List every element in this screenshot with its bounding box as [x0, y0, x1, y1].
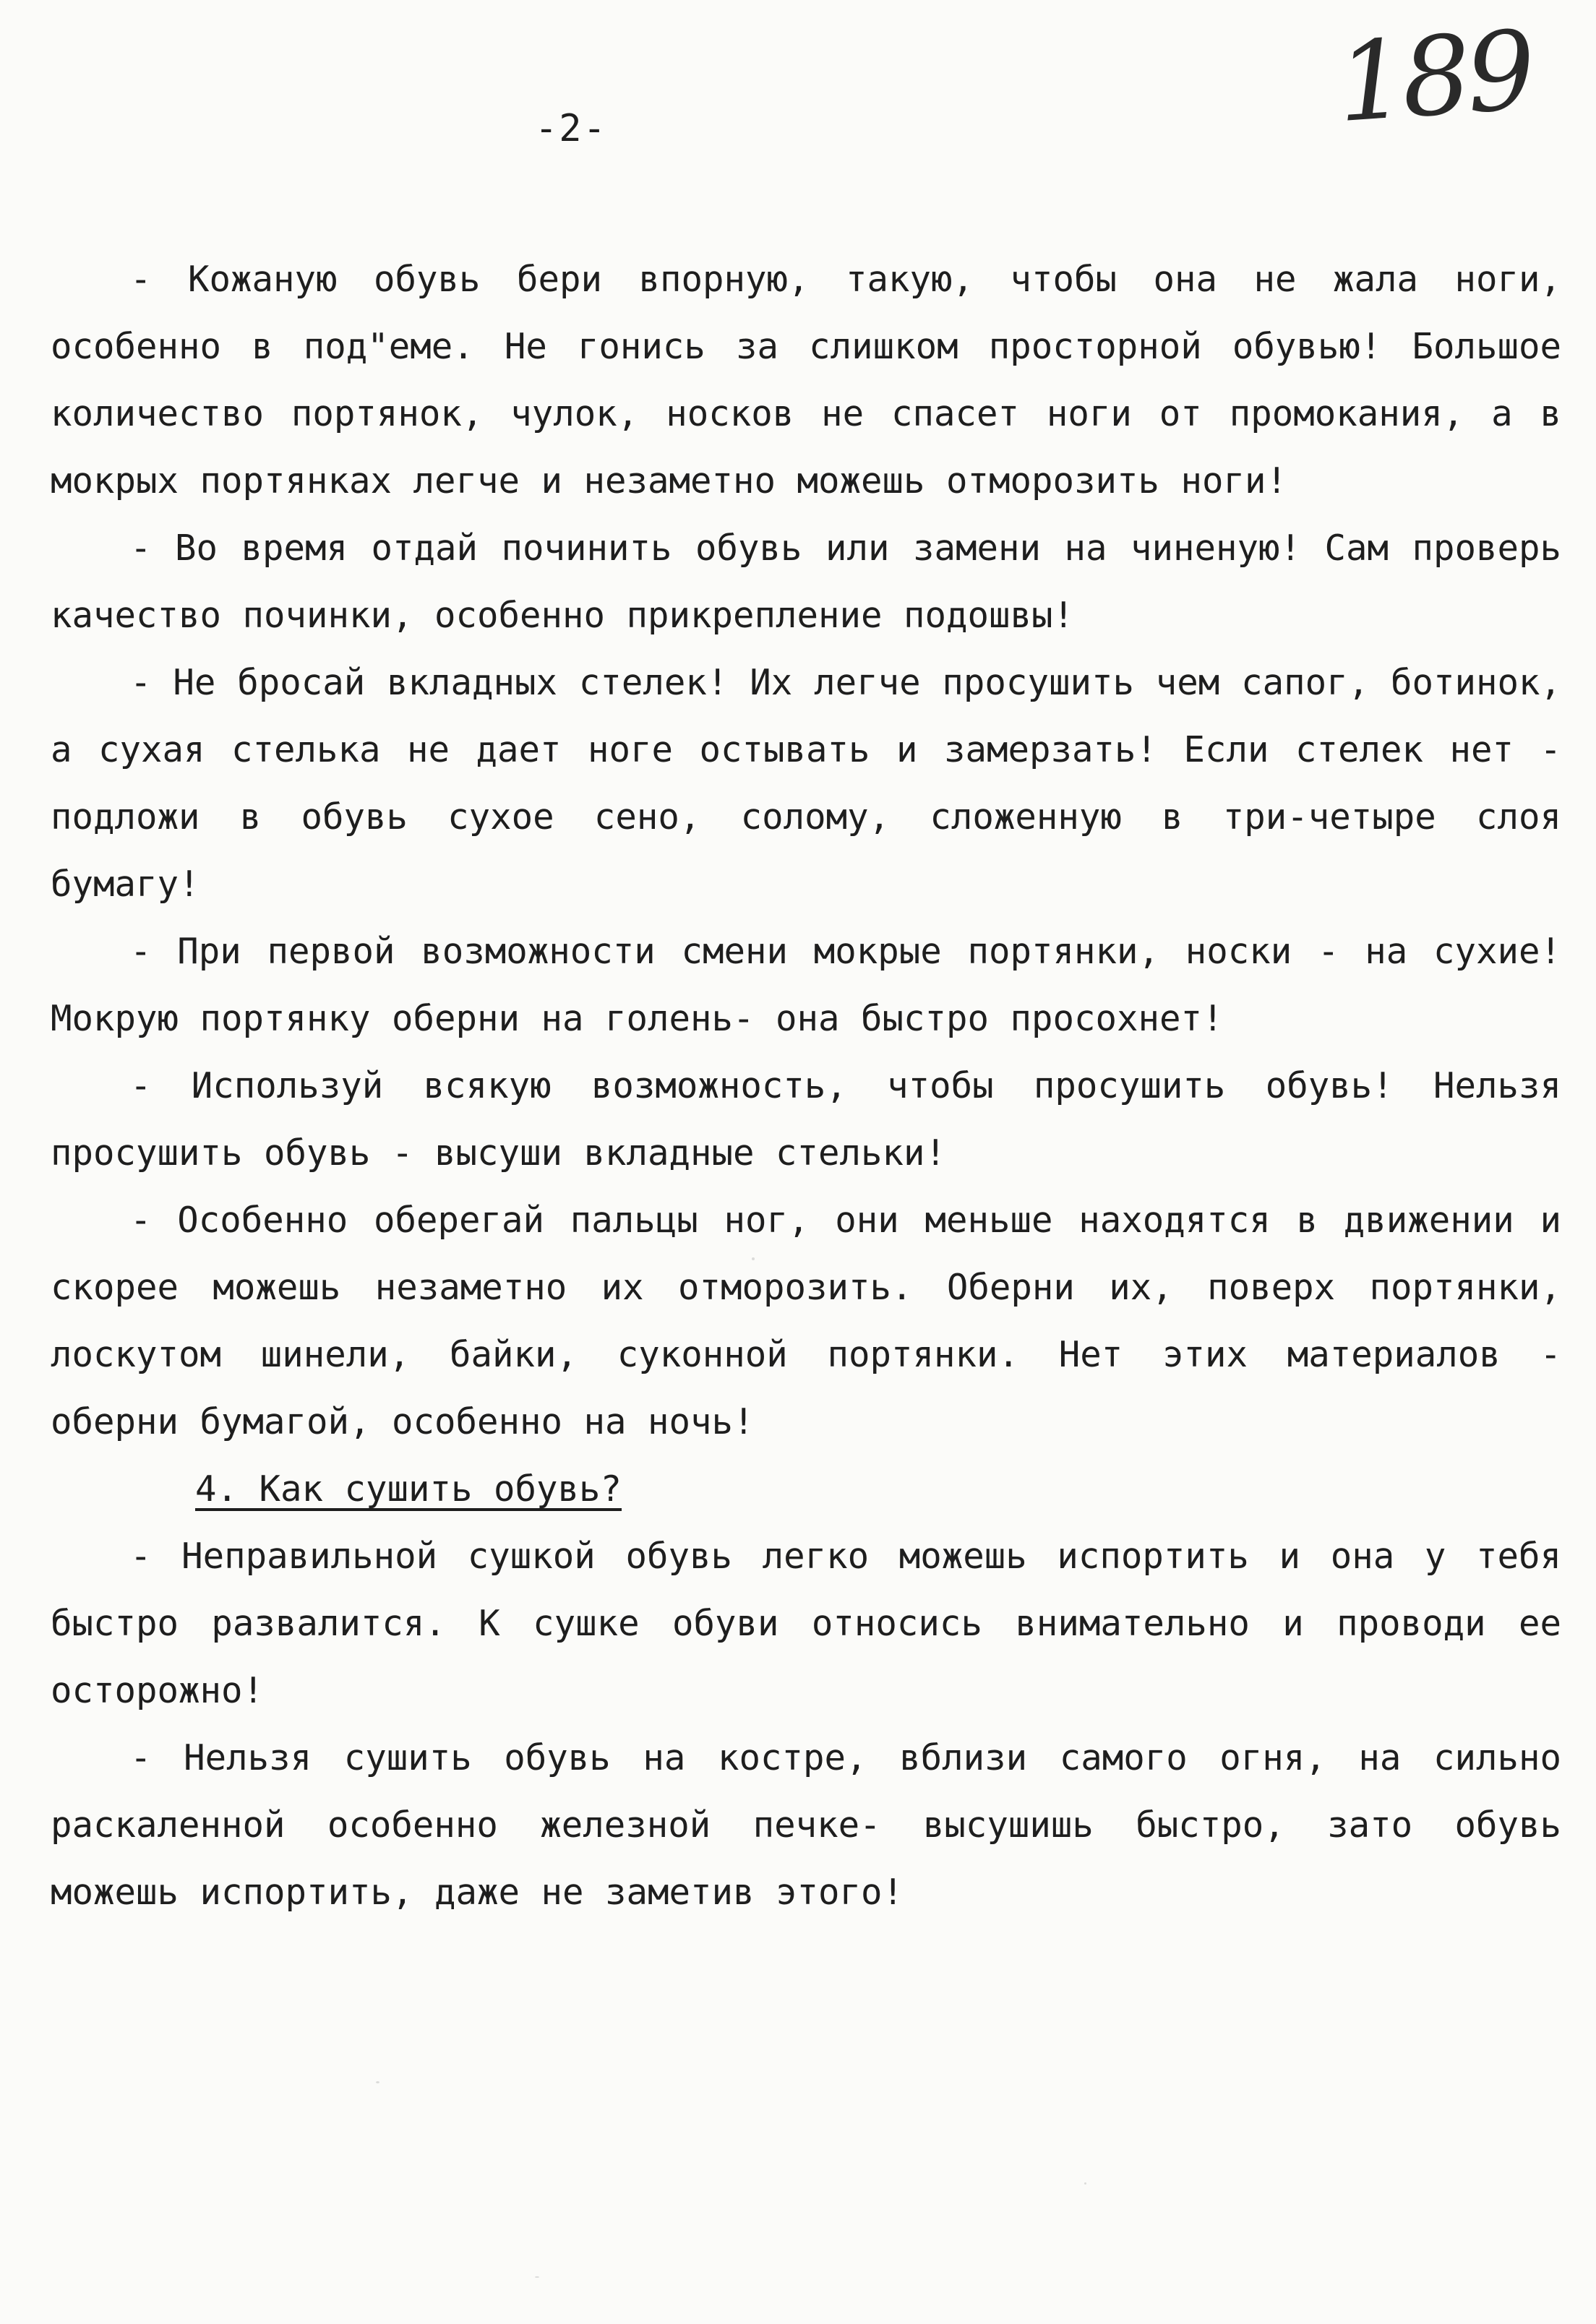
paper-speck [535, 2276, 539, 2278]
paragraph-repair: - Во время отдай починить обувь или замени на чиненую! Сам проверь качество починки, особенно прикрепление подошвы! [51, 528, 1561, 636]
section-heading: 4. Как сушить обувь? [195, 1468, 622, 1510]
paper-speck [752, 1257, 755, 1260]
archive-page-number: 189 [1333, 7, 1536, 147]
document-body [51, 246, 1561, 1926]
paragraph-change-footwraps: - При первой возможности смени мокрые портянки, носки - на сухие! Мокрую портянку оберни на голень- она быстро просохнет! [51, 931, 1561, 1039]
paragraph-footwear-fit: - Кожаную обувь бери впорную, такую, чтобы она не жала ноги, особенно в под"еме. Не гонись за слишком просторной обувью! Большое количество портянок, чулок, носков не спасет ноги от промокания, а в мокрых портянках легче и незаметно можешь отморозить ноги! [51, 259, 1561, 502]
page-number: -2- [535, 107, 607, 150]
paragraph-drying-fire: - Нельзя сушить обувь на костре, вблизи самого огня, на сильно раскаленной особенно железной печке- высушишь быстро, зато обувь можешь испортить, даже не заметив этого! [51, 1737, 1561, 1913]
paragraph-dry-footwear: - Используй всякую возможность, чтобы просушить обувь! Нельзя просушить обувь - высуши вкладные стельки! [51, 1065, 1561, 1174]
paragraph-insoles: - Не бросай вкладных стелек! Их легче просушить чем сапог, ботинок, а сухая стелька не дает ноге остывать и замерзать! Если стелек нет - подложи в обувь сухое сено, солому, сложенную в три-четыре слоя бумагу! [51, 662, 1561, 905]
paper-speck [1084, 2182, 1086, 2185]
paper-speck [376, 2081, 379, 2083]
paragraph-drying-care: - Неправильной сушкой обувь легко можешь испортить и она у тебя быстро развалится. К сушке обуви относись внимательно и проводи ее осторожно! [51, 1536, 1561, 1711]
paragraph-protect-toes: - Особенно оберегай пальцы ног, они меньше находятся в движении и скорее можешь незаметно их отморозить. Оберни их, поверх портянки, лоскутом шинели, байки, суконной портянки. Нет этих материалов - оберни бумагой, особенно на ночь! [51, 1200, 1561, 1442]
